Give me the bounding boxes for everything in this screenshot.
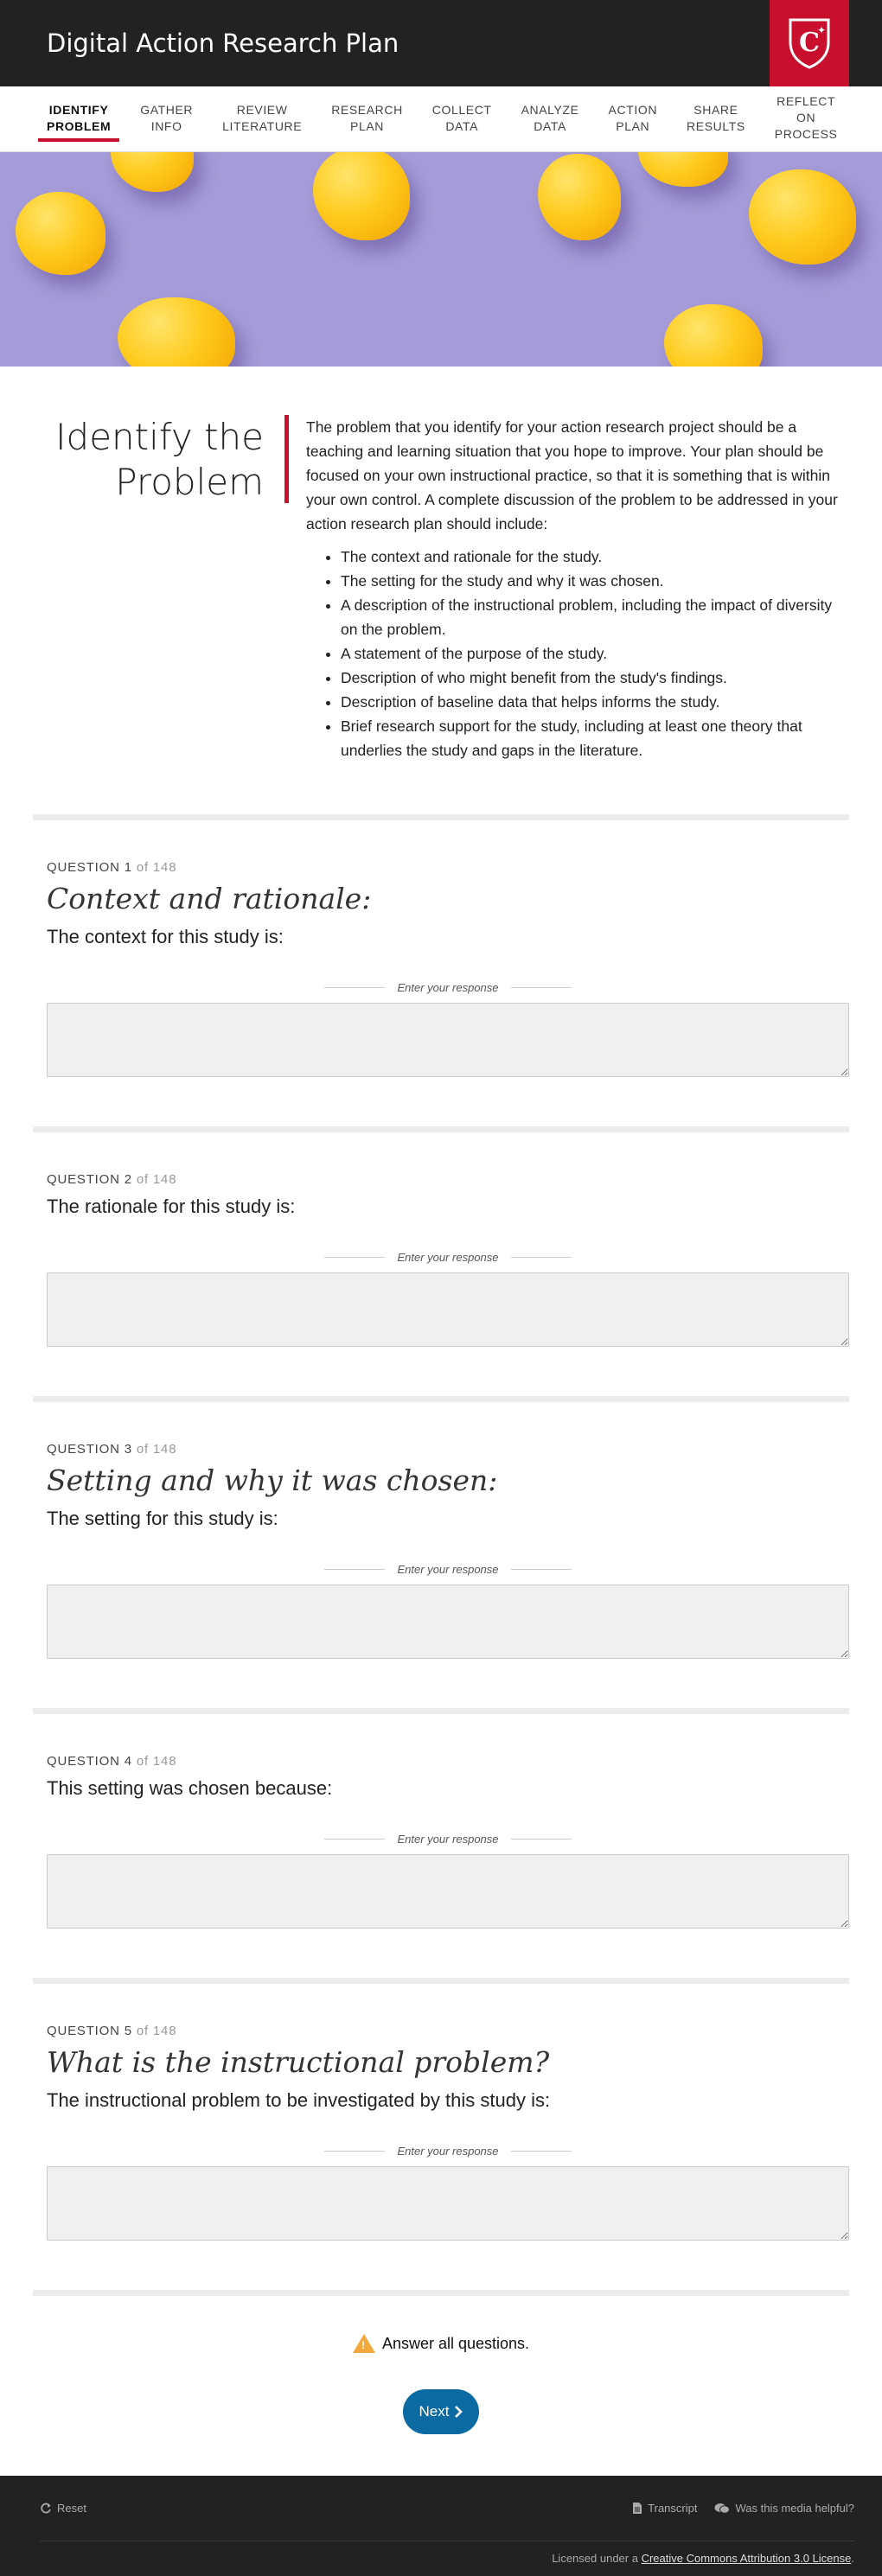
question-number: QUESTION 5	[47, 2024, 132, 2038]
response-label: Enter your response	[47, 1251, 849, 1264]
question-prompt: The instructional problem to be investigated by this study is:	[47, 2089, 551, 2111]
list-item: • Description of who might benefit from the study's findings.	[341, 666, 849, 690]
nav-label-line1: REVIEW	[236, 102, 288, 117]
list-item: • The setting for the study and why it was chosen.	[341, 569, 849, 593]
next-button[interactable]	[403, 2389, 479, 2434]
page-title-line1: Identify the	[55, 416, 264, 458]
response-textarea[interactable]	[47, 1003, 849, 1077]
reset-button[interactable]	[40, 2502, 86, 2515]
question-heading: Context and rationale:	[47, 882, 372, 915]
license-suffix: .	[851, 2552, 854, 2565]
nav-item-share-results[interactable]	[678, 97, 754, 142]
license-prefix: Licensed under a	[552, 2552, 638, 2565]
step-navigation	[0, 86, 882, 152]
list-item: • A statement of the purpose of the study.	[341, 641, 849, 666]
section-divider	[33, 1126, 849, 1132]
document-icon	[632, 2502, 642, 2515]
nav-item-action-plan[interactable]	[600, 97, 667, 142]
license-link[interactable]: Creative Commons Attribution 3.0 License	[641, 2552, 852, 2565]
question-number: QUESTION 3	[47, 1442, 132, 1457]
app-header	[0, 0, 882, 86]
question-prompt: This setting was chosen because:	[47, 1777, 333, 1799]
intro-body	[289, 415, 849, 762]
license-text	[40, 2541, 854, 2565]
next-button-wrap	[0, 2389, 882, 2434]
question-total: of 148	[136, 2024, 177, 2038]
feedback-label: Was this media helpful?	[735, 2502, 854, 2515]
question-prompt: The rationale for this study is:	[47, 1196, 296, 1217]
nav-item-gather-info[interactable]	[131, 97, 201, 142]
question-prompt: The setting for this study is:	[47, 1508, 278, 1529]
response-textarea[interactable]	[47, 1584, 849, 1659]
notice-text: Answer all questions.	[381, 2334, 530, 2352]
page-title	[47, 415, 289, 503]
nav-label-line2: PLAN	[350, 118, 384, 133]
nav-label-line2: DATA	[534, 118, 566, 133]
section-divider	[33, 2290, 849, 2296]
page-title-line2: Problem	[115, 461, 264, 503]
feedback-link[interactable]	[714, 2502, 854, 2515]
question-5	[0, 1984, 882, 2290]
nav-item-analyze-data[interactable]	[513, 97, 588, 142]
nav-label-line2: DATA	[445, 118, 479, 133]
question-heading: Setting and why it was chosen:	[47, 1463, 498, 1497]
hero-image	[0, 152, 882, 367]
response-label: Enter your response	[47, 1833, 849, 1846]
question-counter	[47, 1172, 849, 1187]
section-divider	[33, 814, 849, 820]
nav-label-line1: ANALYZE	[521, 102, 579, 117]
question-counter	[47, 2024, 849, 2038]
question-counter	[47, 1754, 849, 1769]
question-number: QUESTION 1	[47, 860, 132, 875]
question-total: of 148	[136, 860, 177, 875]
svg-text:C: C	[799, 28, 820, 58]
question-1	[0, 820, 882, 1126]
section-divider	[33, 1978, 849, 1984]
svg-text:✦: ✦	[816, 24, 827, 36]
response-label: Enter your response	[47, 981, 849, 994]
nav-label-line1: REFLECT ON	[777, 94, 836, 124]
comments-icon	[714, 2503, 730, 2515]
warning-icon: !	[353, 2334, 375, 2353]
nav-label-line1: ACTION	[608, 102, 658, 117]
section-divider	[33, 1396, 849, 1402]
response-textarea[interactable]	[47, 1272, 849, 1347]
question-prompt: The context for this study is:	[47, 926, 284, 947]
question-number: QUESTION 2	[47, 1172, 132, 1187]
shield-c-logo-icon[interactable]	[770, 0, 849, 86]
nav-item-review-literature[interactable]	[214, 97, 310, 142]
transcript-label: Transcript	[648, 2502, 698, 2515]
question-heading: What is the instructional problem?	[47, 2045, 550, 2079]
nav-label-line2: RESULTS	[687, 118, 745, 133]
app-title: Digital Action Research Plan	[47, 29, 399, 58]
nav-label-line1: COLLECT	[431, 102, 492, 117]
validation-notice	[0, 2334, 882, 2353]
question-number: QUESTION 4	[47, 1754, 132, 1769]
nav-label-line1: RESEARCH	[331, 102, 403, 117]
question-counter	[47, 860, 849, 875]
nav-item-reflect-on-process[interactable]	[766, 88, 847, 150]
list-item: • Brief research support for the study, including at least one theory that underlies the study and gaps in the literature.	[341, 714, 849, 762]
nav-label-line2: INFO	[150, 118, 182, 133]
transcript-link[interactable]	[632, 2502, 697, 2515]
question-total: of 148	[136, 1442, 177, 1457]
response-textarea[interactable]	[47, 1854, 849, 1929]
next-button-label: Next	[419, 2403, 450, 2420]
nav-item-collect-data[interactable]	[424, 97, 501, 142]
intro-section	[0, 367, 882, 814]
list-item: • Description of baseline data that helps informs the study.	[341, 690, 849, 714]
question-2	[0, 1132, 882, 1396]
nav-label-line1: SHARE	[693, 102, 738, 117]
response-label: Enter your response	[47, 2145, 849, 2158]
nav-label-line2: PROCESS	[774, 127, 838, 141]
question-3	[0, 1402, 882, 1708]
response-textarea[interactable]	[47, 2166, 849, 2241]
page-footer	[0, 2476, 882, 2576]
refresh-icon	[40, 2503, 52, 2515]
nav-label-line1: IDENTIFY	[48, 102, 109, 117]
list-item: • A description of the instructional problem, including the impact of diversity on the problem.	[341, 593, 849, 641]
question-4	[0, 1714, 882, 1978]
list-item: • The context and rationale for the study.	[341, 545, 849, 569]
question-total: of 148	[136, 1172, 177, 1187]
nav-label-line2: PLAN	[616, 118, 650, 133]
intro-paragraph: The problem that you identify for your action research project should be a teaching and learning situation that you hope to improve. Your plan should be focused on your own instructional practice, so that it is something that is within your own control. A complete discussion of the problem to be addressed in your action research plan should include:	[306, 418, 838, 532]
nav-label-line1: GATHER	[140, 102, 194, 117]
nav-label-line2: LITERATURE	[222, 118, 303, 133]
intro-bullet-list	[306, 545, 849, 762]
response-label: Enter your response	[47, 1563, 849, 1576]
question-counter	[47, 1442, 849, 1457]
nav-item-identify-problem[interactable]	[38, 97, 119, 142]
nav-item-research-plan[interactable]	[323, 97, 412, 142]
question-total: of 148	[136, 1754, 177, 1769]
chevron-right-icon	[454, 2406, 463, 2418]
section-divider	[33, 1708, 849, 1714]
reset-label: Reset	[57, 2502, 86, 2515]
nav-label-line2: PROBLEM	[47, 118, 112, 133]
